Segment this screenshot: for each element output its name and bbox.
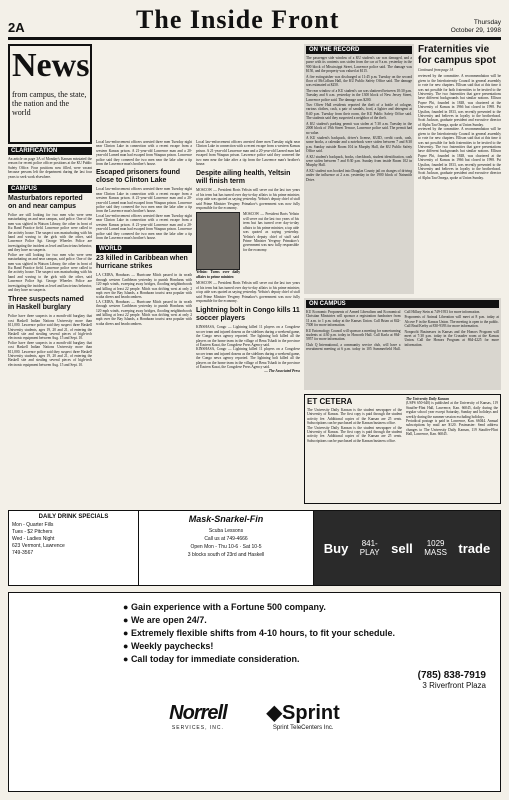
world-headline: 23 killed in Caribbean when hurricane strikes bbox=[96, 255, 188, 271]
escape-lead-in: Local law-enforcement officers arrested three men Tuesday night near Clinton Lake in connection with a recent escape from a western Kansas prison. A 21-year-old Lawrence man and a 20-year-old Larned man had escaped from Waupun prison. Lawrence police said they cornered the two men near the lake after a tip from the Lawrence man's brother's house. bbox=[96, 140, 192, 167]
world-body-cont: LA CEIBA, Honduras — Hurricane Mitch passed in its wrath through western Caribbean yesterday to punish Honduras with 120 mph winds, sweeping away bridges, flooding neighborhoods and killing at least 22 people. Mitch was drifting west at only 2 mph over the Bay Islands, a Honduran tourist area popular with scuba divers and beachcombers. bbox=[96, 299, 192, 326]
world-body: LA CEIBA, Honduras — Hurricane Mitch passed in its wrath through western Caribbean yesterday to punish Honduras with 120 mph winds, sweeping away bridges, flooding neighborhoods and killing at least 22 people. Mitch was drifting west at only 2 mph over the Bay Islands, a Honduran tourist area popular with scuba divers and beachcombers. bbox=[96, 273, 192, 300]
sprint-address: 3 Riverfront Plaza bbox=[422, 681, 486, 690]
news-box-subtitle: from campus, the state, the nation and the world bbox=[12, 90, 87, 117]
sprint-ad bbox=[8, 592, 501, 792]
on-record-box bbox=[304, 44, 414, 294]
clarification-body: An article on page 3A of Monday's Kansan misstated the reason for recent police officer positions at the KU Public Safety Office. Four positions now filled, were vacant because persons left the department during the last four years to seek work elsewhere. bbox=[8, 157, 92, 179]
record-item: A KU student's backpack, books, checkbook, student identification, cash were stolen between 7 and 8:30 p.m. Sunday from inside Room 102 in Murphy Hall. bbox=[306, 154, 412, 168]
fraternities-body-cont: reviewed by the committee. A recommendation will be given to the Interfraternity Council in general assembly to vote for new chapters. Ellison said that at this time it was not possible for both fraternities to be invited to the University. The two fraternities that gave presentations have different backgrounds but similar notions. Ellison Payne Phi, founded in 1848, was chartered at the University of Kansas in 1966 but closed in 1998. Psi Upsilon, founded in 1833, was recently presented to the University and believes in loyalty to the brotherhood. Scott Jackson, graduate president and executive director of Alpha Tau Omega, spoke at Union Sunday. bbox=[418, 127, 501, 180]
campus-second-body-cont: Police have three suspects in a month-old burglary that cost Haskell Indian Nations University more than $11,000. Lawrence police said they suspect three Haskell University students, ages 19, 20 and 21, of entering the Haskell site and stealing several pieces of high-tech electronic equipment between Aug. 15 and Sept. 10. bbox=[8, 340, 92, 367]
clarification-heading: CLARIFICATION bbox=[8, 147, 92, 155]
news-box-title: News bbox=[12, 47, 90, 84]
record-item: Two Oliver Hall residents reported the theft of a bottle of cologne, various clothes, cash, a pair of sandals, food, a lighter and detergent at 8:40 p.m. Tuesday from their room, the KU Public Safety Office said. The students said they suspected a neighbor of the theft. bbox=[306, 103, 412, 121]
campus-second-headline: Three suspects named in Haskell burglary bbox=[8, 296, 84, 312]
yeltsin-column bbox=[196, 140, 300, 504]
on-campus-box bbox=[304, 298, 501, 390]
on-record-list bbox=[306, 56, 412, 182]
campus-lead-body-cont: Police are still looking for two men who were seen masturbating on and near campus, said police. One of the men was sighted in Watson Library, the other in front of Ku Band Practice field. Lawrence police were called to the activity house. The suspect was masturbating with his hand and waving to the girls with the other, said Lawrence Police Sgt. George Wheeler. Police are investigating the incident as lewd and lascivious behavior, and they have no suspects. bbox=[8, 252, 92, 292]
campus-event-item: Club Q International, a community service club, will have a recruitment meeting at 6 p.m. today in 105 Summerfield Hall. Call Hillary Stein at 749-1953 for more information. bbox=[306, 310, 481, 352]
sprint-logo: ◆Sprint Sprint TeleCenters Inc. bbox=[266, 702, 340, 731]
yeltsin-headline: Despite ailing health, Yeltsin will finish term bbox=[196, 170, 291, 186]
postmaster: Periodical postage is paid in Lawrence, Kan. 66044. Annual subscriptions by mail are $120. Postmaster: Send address changes to The University Daily Kansan, 119 Stauffer-Flint Hall, Lawrence, Kan. 66045. bbox=[405, 419, 498, 437]
record-item: A KU student was booked into Douglas County jail on charges of driving under the influence at 2 a.m. yesterday in the 1900 block of Naismith Drive. bbox=[306, 168, 412, 182]
escape-body: Local law-enforcement officers arrested three men Tuesday night near Clinton Lake in connection with a recent escape from a western Kansas prison. A 21-year-old Lawrence man and a 20-year-old Larned man had escaped from Waupun prison. Lawrence police said they cornered the two men near the lake after a tip from the Lawrence man's brother's house. bbox=[96, 187, 192, 214]
sprint-bullets: ● Gain experience with a Fortune 500 company. ● We are open 24/7. ● Extremely flexible shifts from 4-10 hours, to fit your schedule. ● Weekly paychecks! ● Call today for immediate consideration. bbox=[123, 602, 396, 664]
campus-event-item: KU Economic Proponents of Armed Liberalism and Economical Christian Ministries will sponsor a registration fundraiser from 11 a.m. to 1 p.m. today at the Kansas Union. Call Brian at 842-7300 for more information. bbox=[306, 310, 401, 328]
world-heading: WORLD bbox=[96, 245, 192, 253]
page-header bbox=[8, 6, 501, 40]
yeltsin-photo bbox=[196, 212, 240, 270]
record-item: The rear window of a KU student's car was shattered between 10:30 p.m. Tuesday and 6 a.m. yesterday in the 1300 block of New Jersey Street, Lawrence police said. The damage was $200. bbox=[306, 88, 412, 102]
yeltsin-caption: Yeltsin: Turns over daily affairs to prime minister. bbox=[196, 270, 240, 279]
norrell-logo: Norrell SERVICES, INC. bbox=[169, 702, 227, 731]
lightning-body-cont: KINSHASA, Congo — Lightning killed 11 players on a Congolese soccer team and injured dozens as the sidelines during a weekend game, the Congo news agency reported. The lightning bolt killed all the players on the home team in the village of Bena Tshadi in the province of Eastern Kasai, the Congolese Press Agency said. bbox=[196, 347, 300, 369]
on-campus-heading: ON CAMPUS bbox=[306, 300, 499, 308]
yeltsin-body-wrap: MOSCOW — President Boris Yeltsin will serve out the last two years of his term but has turned over day-to-day affairs to his prime minister, a top aide was quoted as saying yesterday. Yeltsin's deputy chief of staff said Prime Minister Yevgeny Primakov's government was now fully responsible for the economy. bbox=[243, 212, 299, 252]
yeltsin-body: MOSCOW — President Boris Yeltsin will serve out the last two years of his term but has turned over day-to-day affairs to his prime minister, a top aide was quoted as saying yesterday. Yeltsin's deputy chief of staff said Prime Minister Yevgeny Primakov's government was now fully responsible for the economy. bbox=[196, 188, 300, 211]
et-cetera-body: The University Daily Kansan is the student newspaper of the University of Kansas. The first copy is paid through the student activity fee. Additional copies of the Kansan are 25 cents. Subscriptions can be purchased at the Kansan business office. bbox=[307, 408, 402, 426]
et-cetera-body-cont: The University Daily Kansan is the student newspaper of the University of Kansas. The first copy is paid through the student activity fee. Additional copies of the Kansan are 25 cents. Subscriptions can be purchased at the Kansan business office. bbox=[307, 425, 402, 443]
page-title: The Inside Front bbox=[136, 5, 340, 34]
page-number: 2A bbox=[8, 20, 25, 35]
record-item: The passenger side window of a KU student's car was damaged, and a purse with its contents was stolen from the car at 9 a.m. yesterday in the 900 block of Mississippi Street, Lawrence police said. The damage was $150, and the property was valued at $115. bbox=[306, 56, 412, 74]
campus-event-item: Nonprofit Businesses in Kansas and the Honors Program will meet at 7:30 p.m. today in the Crusader room at the Kansas Union. Call the Honors Program at 864-4225 for more information. bbox=[404, 329, 499, 347]
fraternities-column bbox=[418, 44, 501, 294]
record-item: A fire extinguisher was discharged at 11:45 p.m. Tuesday on the second floor of McCollum Hall, the KU Public Safety Office said. The damage was estimated at $250. bbox=[306, 74, 412, 88]
lightning-headline: Lightning bolt in Congo kills 11 soccer players bbox=[196, 307, 300, 323]
fraternities-body: reviewed by the committee. A recommendation will be given to the Interfraternity Council in general assembly to vote for new chapters. Ellison said that at this time it was not possible for both fraternities to be invited to the University. The two fraternities that gave presentations have different backgrounds but similar notions. Ellison Payne Phi, founded in 1848, was chartered at the University of Kansas in 1966 but closed in 1998. Psi Upsilon, founded in 1833, was recently presented to the University and believes in loyalty to the brotherhood. Scott Jackson, graduate president and executive director of Alpha Tau Omega, spoke at Union Sunday. bbox=[418, 74, 501, 127]
drink-specials-ad: DAILY DRINK SPECIALS Mon - Quarter Fills Tues - $2 Pitchers Wed - Ladies Night 623 Vermont, Lawrence 749-3567 bbox=[9, 511, 139, 585]
campus-event-item: Proponents of Animal Liberation will meet at 8 p.m. today at Alcove F in the Kansas Union. The meeting is open to the public. Call Brad Kerby at 830-9393 for more information. bbox=[404, 315, 499, 329]
udk-body: (USPS 650-640) is published at the University of Kansas, 119 Stauffer-Flint Hall, Lawrence, Kan. 66045, daily during the regular school year except Saturday, Sunday and holidays and weekly during the summer session excluding holidays. bbox=[405, 401, 498, 419]
escape-body-cont: Local law-enforcement officers arrested three men Tuesday night near Clinton Lake in connection with a recent escape from a western Kansas prison. A 21-year-old Lawrence man and a 20-year-old Larned man had escaped from Waupun prison. Lawrence police said they cornered the two men near the lake after a tip from the Lawrence man's brother's house. bbox=[96, 213, 192, 240]
prev-story-tail: Local law-enforcement officers arrested three men Tuesday night near Clinton Lake in connection with a recent escape from a western Kansas prison. A 21-year-old Lawrence man and a 20-year-old Larned man had escaped from Waupun prison. Lawrence police said they cornered the two men near the lake after a tip from the Lawrence man's brother's house. bbox=[196, 140, 300, 167]
news-box bbox=[8, 44, 92, 144]
et-cetera-box bbox=[304, 394, 501, 504]
ad-row bbox=[8, 510, 501, 586]
fraternities-headline: Fraternities vie for campus spot bbox=[418, 44, 496, 66]
on-campus-list bbox=[306, 310, 499, 352]
yeltsin-body-cont: MOSCOW — President Boris Yeltsin will serve out the last two years of his term but has turned over day-to-day affairs to his prime minister, a top aide was quoted as saying yesterday. Yeltsin's deputy chief of staff said Prime Minister Yevgeny Primakov's government was now fully responsible for the economy. bbox=[196, 281, 300, 303]
left-column bbox=[8, 44, 92, 504]
escape-headline: Escaped prisoners found close to Clinton Lake bbox=[96, 169, 181, 185]
campus-second-body: Police have three suspects in a month-old burglary that cost Haskell Indian Nations University more than $11,000. Lawrence police said they suspect three Haskell University students, ages 19, 20 and 21, of entering the Haskell site and stealing several pieces of high-tech electronic equipment between Aug. 15 and Sept. 10. bbox=[8, 314, 92, 341]
record-item: A KU student's parking permit was stolen at 7:30 a.m. Tuesday in the 2000 block of 19th Street Terrace, Lawrence police said. The permit had no value. bbox=[306, 121, 412, 135]
continued-line: Continued from page 1A bbox=[418, 68, 454, 72]
record-item: A KU student's backpack, driver's license, KUID, credit cards, cash, some books, a calendar and a notebook were stolen between 7 and 8:30 p.m. Sunday outside Room 104 in Murphy Hall, the KU Public Safety Office said. bbox=[306, 135, 412, 154]
on-record-heading: ON THE RECORD bbox=[306, 46, 412, 54]
issue-date: Thursday October 29, 1998 bbox=[450, 19, 501, 34]
campus-event-item: KU Entomology Council will sponsor a meeting for nonreturning students at 4:30 p.m. today in Haworth Hall. Call Karla at 864-5957 for more information. bbox=[306, 328, 401, 342]
et-cetera-heading: ET CETERA bbox=[307, 397, 353, 406]
ap-credit: — The Associated Press bbox=[264, 369, 300, 374]
campus-heading: CAMPUS bbox=[8, 185, 92, 193]
campus-lead-body: Police are still looking for two men who were seen masturbating on and near campus, said police. One of the men was sighted in Watson Library, the other in front of Ku Band Practice field. Lawrence police were called to the activity house. The suspect was masturbating with his hand and waving to the girls with the other, said Lawrence Police Sgt. George Wheeler. Police are investigating the incident as lewd and lascivious behavior, and they have no suspects. bbox=[8, 213, 92, 253]
classifieds-ad: Buy 841- PLAY sell 1029 MASS trade bbox=[314, 511, 500, 585]
sprint-logos bbox=[23, 700, 486, 731]
lightning-body: KINSHASA, Congo — Lightning killed 11 players on a Congolese soccer team and injured dozens as the sidelines during a weekend game, the Congo news agency reported. The lightning bolt killed all the players on the home team in the village of Bena Tshadi in the province of Eastern Kasai, the Congolese Press Agency said. bbox=[196, 325, 300, 347]
campus-lead-headline: Masturbators reported on and near campus bbox=[8, 195, 83, 211]
yeltsin-photo-block bbox=[196, 212, 300, 270]
sprint-diamond-icon: ◆ bbox=[266, 702, 283, 724]
middle-column bbox=[96, 140, 192, 504]
udk-name: The University Daily Kansan bbox=[405, 397, 450, 401]
scuba-ad: Mask-Snarkel-Fin Scuba Lessons Call us at 749-4666 Open Mon - Thu 10-6 · Sat 10-5 3 blocks south of 23rd and Haskell bbox=[139, 511, 314, 585]
sprint-phone: (785) 838-7919 bbox=[417, 670, 486, 681]
